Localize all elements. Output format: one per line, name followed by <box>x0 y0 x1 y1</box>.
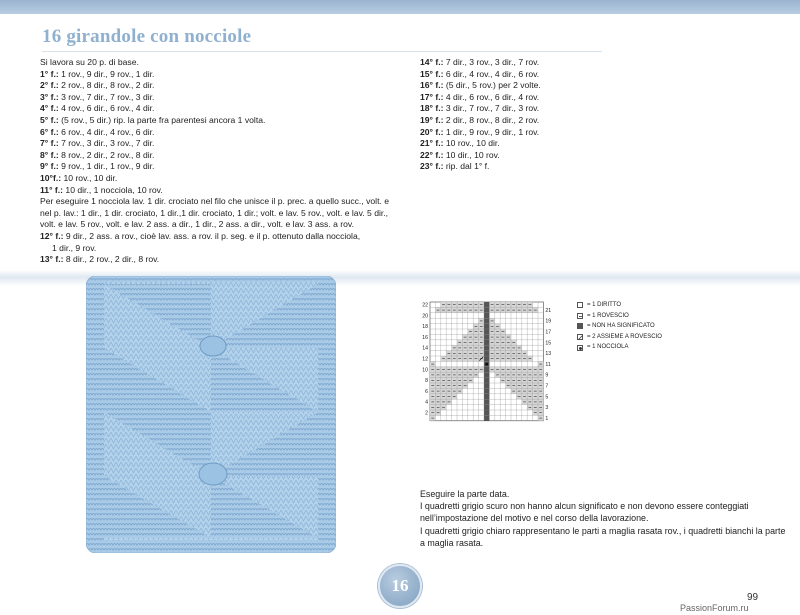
row-instruction: 20° f.: 1 dir., 9 rov., 9 dir., 1 rov. <box>420 126 540 137</box>
row-instruction: 15° f.: 6 dir., 4 rov., 4 dir., 6 rov. <box>420 68 540 79</box>
row-number-label: 22 <box>422 302 428 309</box>
chart-cell-dark <box>484 351 489 356</box>
chart-cell-dark <box>484 372 489 377</box>
row-number-label: 10 <box>422 367 428 374</box>
row-number-label: 21 <box>545 307 552 314</box>
row-number-label: 8 <box>425 378 428 385</box>
legend-item: = NON HA SIGNIFICATO <box>577 321 662 332</box>
chart-legend <box>577 300 662 353</box>
page-number: 99 <box>747 592 759 603</box>
pattern-number-badge: 16 <box>378 564 422 608</box>
row-number-label: 3 <box>545 405 549 412</box>
row-number-label: 7 <box>545 383 549 390</box>
chart-cell-dark <box>484 340 489 345</box>
row-instruction: 18° f.: 3 dir., 7 rov., 7 dir., 3 rov. <box>420 103 540 114</box>
note-line: Eseguire la parte data. <box>420 489 510 499</box>
row-instruction: 17° f.: 4 dir., 6 rov., 6 dir., 4 rov. <box>420 91 540 102</box>
row-instruction: 6° f.: 6 rov., 4 dir., 4 rov., 6 dir. <box>40 126 155 137</box>
row-instruction: 12° f.: 9 dir., 2 ass. a rov., cioè lav. ass. a rov. il p. seg. e il p. ottenuto dalla nocciola, <box>40 230 361 241</box>
row-number-label: 16 <box>422 334 428 341</box>
row-instruction: 23° f.: rip. dal 1° f. <box>420 161 490 172</box>
row-number-label: 4 <box>425 399 428 406</box>
row-instruction: 13° f.: 8 dir., 2 rov., 2 dir., 8 rov. <box>40 254 160 265</box>
note-line: I quadretti grigio chiaro rappresentano le parti a maglia rasata rov., i quadretti bianchi la parte a maglia rasata. <box>420 525 786 548</box>
row-instruction: 4° f.: 4 rov., 6 dir., 6 rov., 4 dir. <box>40 103 155 114</box>
row-instruction: 10°f.: 10 rov., 10 dir. <box>40 172 118 183</box>
row-number-label: 1 <box>545 415 549 422</box>
row-instruction: 5° f.: (5 rov., 5 dir.) rip. la parte fra parentesi ancora 1 volta. <box>40 114 266 125</box>
chart-cell-dark <box>484 302 489 307</box>
row-number-label: 13 <box>545 351 552 358</box>
chart-cell-dark <box>484 378 489 383</box>
chart-cell-dark <box>484 318 489 323</box>
purl-symbol-icon <box>577 313 583 319</box>
row-number-label: 14 <box>422 345 428 352</box>
knitting-chart <box>418 298 558 435</box>
row-instruction: 11° f.: 10 dir., 1 nocciola, 10 rov. <box>40 184 163 195</box>
row-number-label: 17 <box>545 329 552 336</box>
chart-cell-dark <box>484 410 489 415</box>
row-instruction: 19° f.: 2 dir., 8 rov., 8 dir., 2 rov. <box>420 114 540 125</box>
note-line: I quadretti grigio scuro non hanno alcun significato e non devono essere conteggiati nell’impostazione del motivo e nel corso della lavorazione. <box>420 501 749 524</box>
legend-item: = 2 ASSIEME A ROVESCIO <box>577 332 662 343</box>
purl-two-together-symbol-icon <box>577 334 583 340</box>
row-instruction: 7° f.: 7 rov., 3 dir., 3 rov., 7 dir. <box>40 138 155 149</box>
chart-notes <box>420 488 792 549</box>
legend-item: = 1 DIRITTO <box>577 300 662 311</box>
nocciola-paragraph: Per eseguire 1 nocciola lav. 1 dir. crociato nel filo che unisce il p. prec. a quello succ., volt. e nel p. lav.: 1 dir., 1 dir. crociato, 1 dir.,1 dir. crociato, 1 dir.; volt. e lav. 5 rov., volt. e lav. 5 dir., volt. e lav. 5 rov., volt. e lav. 2 ass. a dir., 1 dir., 2 ass. a dir., volt. e lav. 3 ass. a rov. <box>40 196 390 230</box>
legend-item: = 1 NOCCIOLA <box>577 342 662 353</box>
row-number-label: 20 <box>422 313 428 320</box>
row-number-label: 18 <box>422 324 428 331</box>
row-instruction: 8° f.: 8 rov., 2 dir., 2 rov., 8 dir. <box>40 149 155 160</box>
row-instruction: 14° f.: 7 dir., 3 rov., 3 dir., 7 rov. <box>420 57 540 67</box>
chart-cell-dark <box>484 345 489 350</box>
chart-cell-dark <box>484 324 489 329</box>
chart-cell-dark <box>484 313 489 318</box>
chart-cell-dark <box>484 307 489 312</box>
row-instruction: 16° f.: (5 dir., 5 rov.) per 2 volte. <box>420 80 541 91</box>
row-continuation: 1 dir., 9 rov. <box>52 242 97 253</box>
knit-symbol-icon <box>577 302 583 308</box>
bobble-symbol-icon <box>577 345 583 351</box>
row-number-label: 19 <box>545 318 552 325</box>
chart-cell-dark <box>484 367 489 372</box>
chart-cell-dark <box>484 329 489 334</box>
watermark: PassionForum.ru <box>680 603 749 613</box>
row-instruction: 9° f.: 9 rov., 1 dir., 1 rov., 9 dir. <box>40 161 155 172</box>
instructions-left <box>40 57 390 266</box>
bobble-mark <box>485 363 488 366</box>
row-number-label: 11 <box>545 361 551 368</box>
row-number-label: 2 <box>425 410 428 417</box>
row-number-label: 6 <box>425 388 428 395</box>
title-divider <box>42 51 602 52</box>
top-banner <box>0 0 800 14</box>
row-number-label: 5 <box>545 394 549 401</box>
row-instruction: 3° f.: 3 rov., 7 dir., 7 rov., 3 dir. <box>40 91 155 102</box>
row-instruction: 1° f.: 1 rov., 9 dir., 9 rov., 1 dir. <box>40 68 155 79</box>
chart-cell-dark <box>484 388 489 393</box>
legend-item: = 1 ROVESCIO <box>577 311 662 322</box>
knitted-swatch-photo <box>86 276 336 553</box>
chart-cell-dark <box>484 415 489 420</box>
instructions-right <box>420 57 640 173</box>
intro-line: Si lavora su 20 p. di base. <box>40 57 139 67</box>
chart-cell-dark <box>484 334 489 339</box>
swatch-illustration <box>86 276 336 553</box>
row-list-left <box>40 69 390 197</box>
chart-cell-dark <box>484 399 489 404</box>
row-instruction: 2° f.: 2 rov., 8 dir., 8 rov., 2 dir. <box>40 80 155 91</box>
no-stitch-symbol-icon <box>577 323 583 329</box>
chart-cell-dark <box>484 394 489 399</box>
chart-cell-dark <box>484 383 489 388</box>
page-title: 16 girandole con nocciole <box>42 26 252 47</box>
chart-cell-dark <box>484 356 489 361</box>
row-number-label: 9 <box>545 372 549 379</box>
row-number-label: 12 <box>422 356 428 363</box>
row-instruction: 21° f.: 10 rov., 10 dir. <box>420 138 500 149</box>
chart-cell-dark <box>484 405 489 410</box>
row-instruction: 22° f.: 10 dir., 10 rov. <box>420 149 500 160</box>
row-number-label: 15 <box>545 340 552 347</box>
chart-grid <box>418 298 558 430</box>
